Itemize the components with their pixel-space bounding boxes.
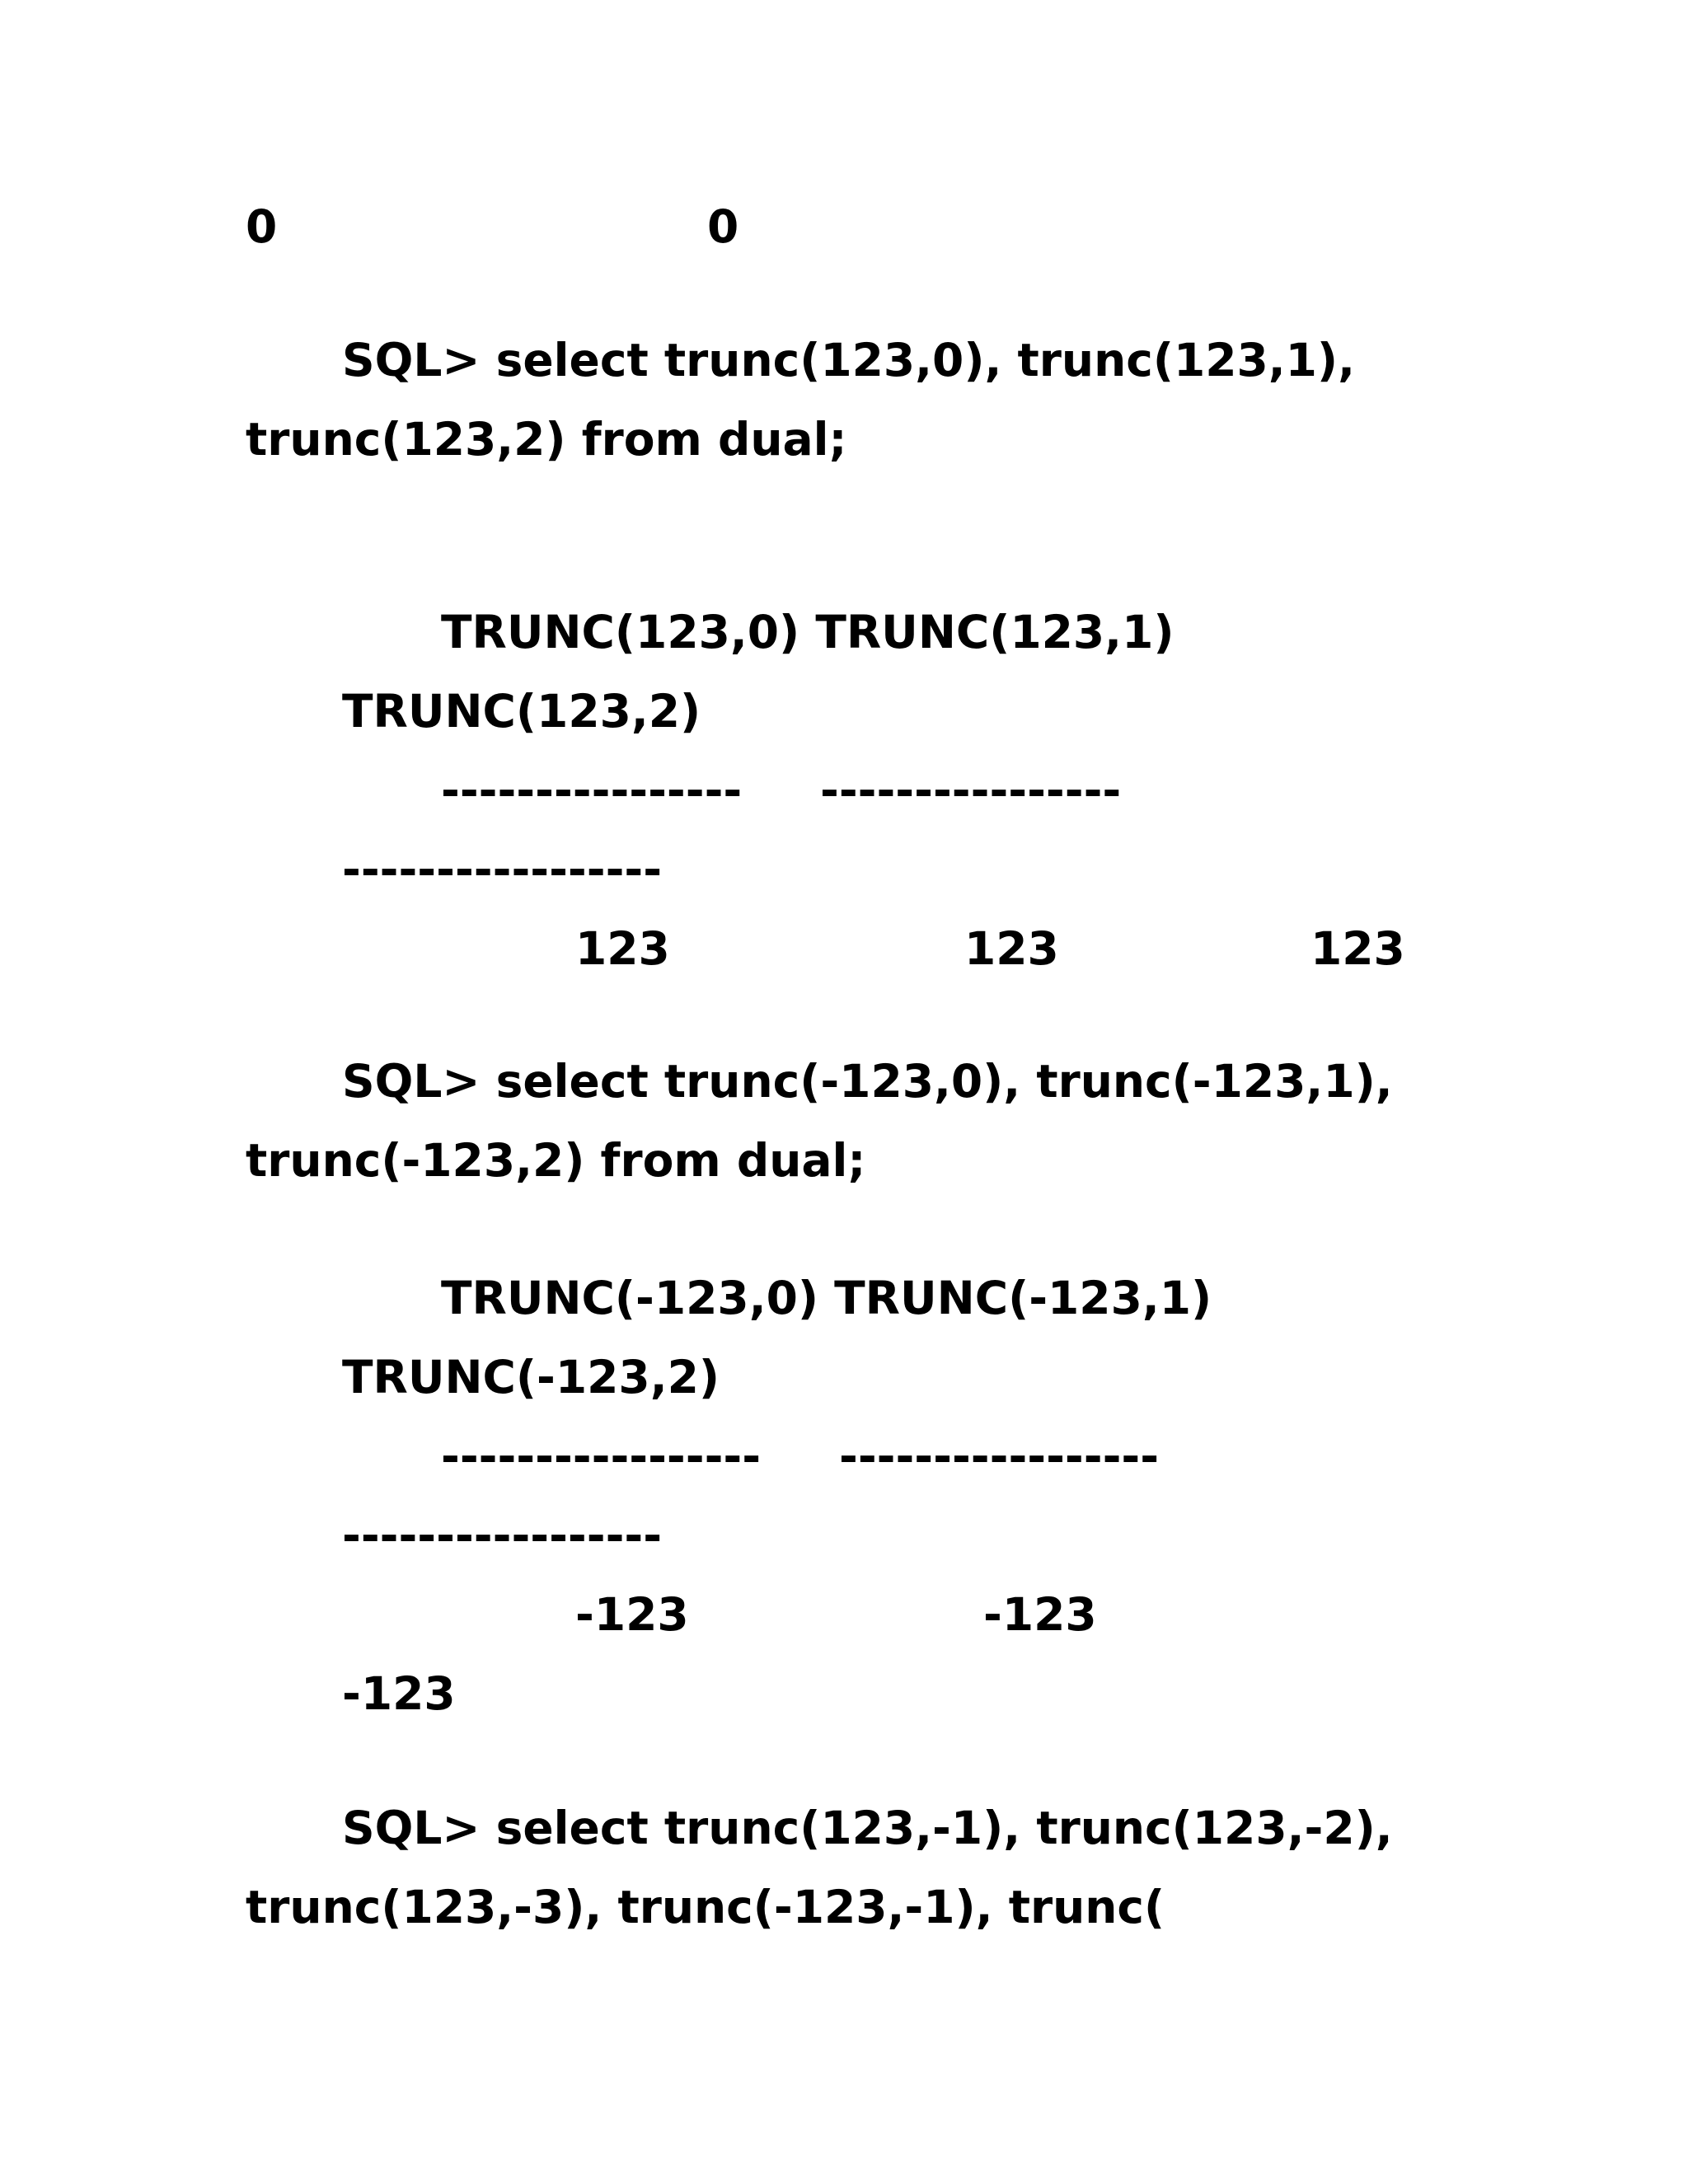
query2-line1: SQL> select trunc(-123,0), trunc(-123,1), — [342, 1055, 1393, 1108]
query2-result-col3: -123 — [342, 1667, 456, 1720]
query1-dash-col3: ----------------- — [342, 843, 663, 896]
query2-result-col2: -123 — [983, 1588, 1097, 1641]
query2-result-col1: -123 — [575, 1588, 689, 1641]
query1-result-col1: 123 — [575, 922, 670, 975]
query2-line2: trunc(-123,2) from dual; — [246, 1134, 866, 1187]
query2-dash-col2: ----------------- — [839, 1430, 1160, 1483]
query1-result-col3: 123 — [1311, 922, 1405, 975]
query2-dash-col1: ----------------- — [441, 1430, 762, 1483]
query1-dash-col1: ---------------- — [441, 764, 743, 817]
query2-dash-col3: ----------------- — [342, 1509, 663, 1562]
query1-result-col2: 123 — [964, 922, 1059, 975]
query2-header-line2: TRUNC(-123,2) — [342, 1351, 720, 1404]
query3-line1: SQL> select trunc(123,-1), trunc(123,-2), — [342, 1802, 1393, 1854]
query1-header-line1: TRUNC(123,0) TRUNC(123,1) — [441, 606, 1175, 658]
query1-dash-col2: ---------------- — [820, 764, 1122, 817]
query3-line2: trunc(123,-3), trunc(-123,-1), trunc( — [246, 1881, 1165, 1933]
top-value-right: 0 — [707, 200, 739, 253]
top-value-left: 0 — [246, 200, 278, 253]
query1-line1: SQL> select trunc(123,0), trunc(123,1), — [342, 334, 1355, 387]
query1-header-line2: TRUNC(123,2) — [342, 685, 701, 738]
query2-header-line1: TRUNC(-123,0) TRUNC(-123,1) — [441, 1272, 1212, 1324]
query1-line2: trunc(123,2) from dual; — [246, 413, 847, 466]
